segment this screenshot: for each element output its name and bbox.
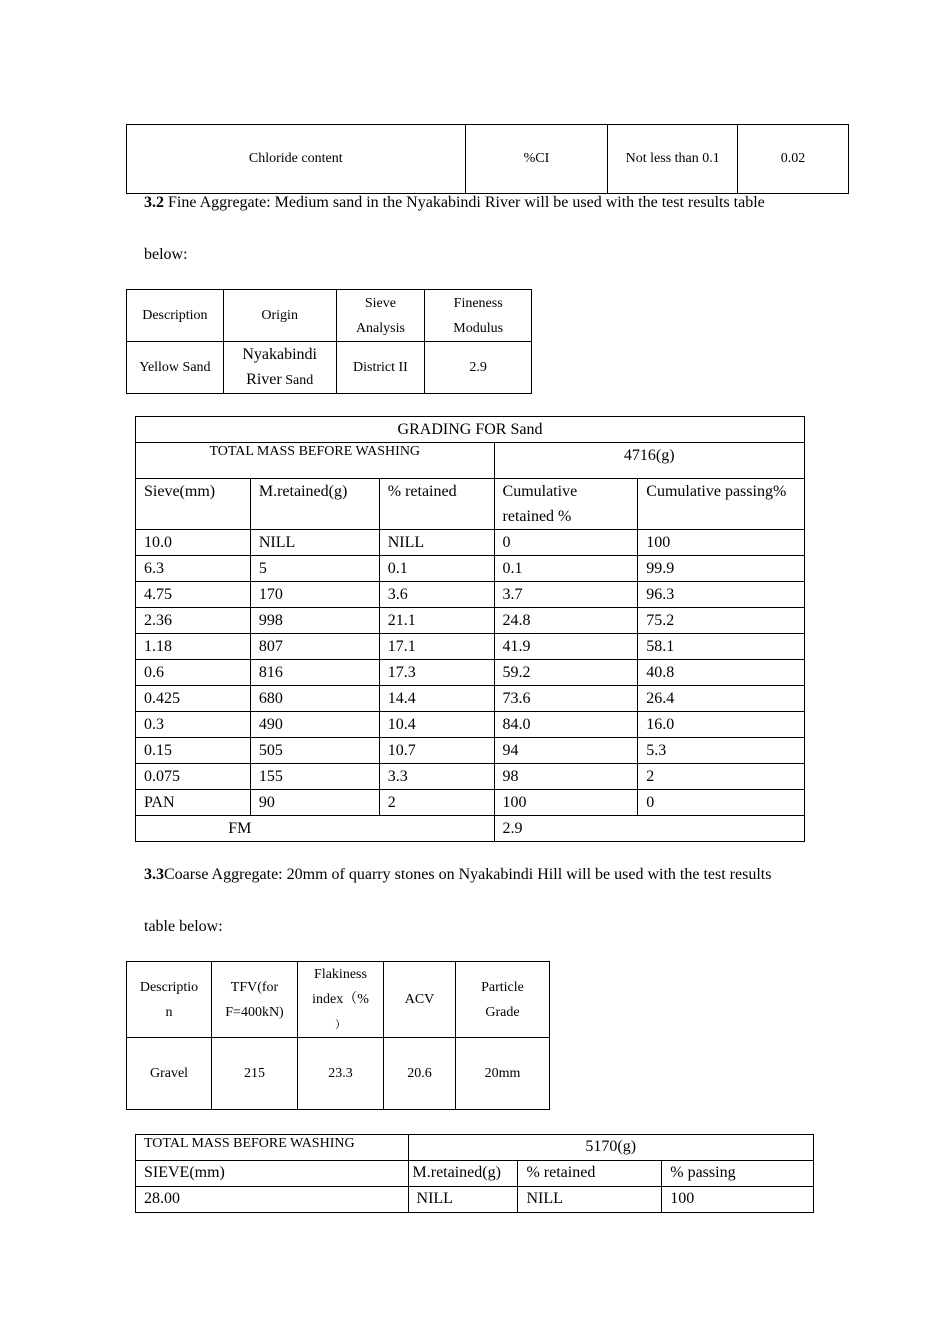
table-cell: 5.3: [638, 738, 805, 764]
table-row: [136, 608, 805, 634]
table-row: [136, 712, 805, 738]
paragraph-continuation: table below:: [144, 918, 223, 935]
table-cell: 14.4: [379, 686, 494, 712]
table-cell: 680: [250, 686, 379, 712]
header-sieve-analysis: Sieve Analysis: [336, 290, 425, 342]
table-cell: 0.1: [494, 556, 638, 582]
mass-label: TOTAL MASS BEFORE WASHING: [136, 1135, 409, 1161]
fine-aggregate-table: [126, 289, 532, 394]
table-cell: 505: [250, 738, 379, 764]
table-cell: 5: [250, 556, 379, 582]
table-cell: 100: [494, 790, 638, 816]
table-cell: 0.6: [136, 660, 251, 686]
cell-acv: 20.6: [384, 1038, 456, 1110]
header-description: Description: [127, 290, 224, 342]
cell-description: Yellow Sand: [127, 342, 224, 394]
header-mass-retained: M.retained(g): [250, 479, 379, 530]
section-number: 3.3: [144, 866, 164, 883]
table-cell: 1.18: [136, 634, 251, 660]
cell-flakiness: 23.3: [298, 1038, 384, 1110]
table-cell: 26.4: [638, 686, 805, 712]
cell-sieve: District II: [336, 342, 425, 394]
table-cell: 998: [250, 608, 379, 634]
table-cell: 98: [494, 764, 638, 790]
table-cell: 10.0: [136, 530, 251, 556]
header-cumulative-passing: Cumulative passing%: [638, 479, 805, 530]
table-cell: 0: [494, 530, 638, 556]
header-percent-passing: % passing: [662, 1161, 814, 1187]
table-cell: 10.7: [379, 738, 494, 764]
header-tfv: TFV(for F=400kN): [212, 962, 298, 1038]
chloride-table: [126, 124, 849, 194]
table-cell: 4.75: [136, 582, 251, 608]
table-cell: NILL: [408, 1187, 518, 1213]
cell-tfv: 215: [212, 1038, 298, 1110]
chloride-unit: %CI: [465, 125, 608, 194]
table-row: [136, 634, 805, 660]
paragraph-text: Coarse Aggregate: 20mm of quarry stones on Nyakabindi Hill will be used with the test results: [164, 866, 772, 883]
table-cell: 0.3: [136, 712, 251, 738]
table-cell: 99.9: [638, 556, 805, 582]
table-row: [136, 660, 805, 686]
paragraph-continuation: below:: [144, 246, 188, 263]
table-cell: 100: [638, 530, 805, 556]
cell-description: Gravel: [127, 1038, 212, 1110]
table-cell: 96.3: [638, 582, 805, 608]
section-number: 3.2: [144, 194, 164, 211]
header-mass-retained: M.retained(g): [408, 1161, 518, 1187]
fine-aggregate-paragraph: [144, 193, 765, 213]
table-cell: 28.00: [136, 1187, 409, 1213]
table-cell: 3.6: [379, 582, 494, 608]
cell-fm: 2.9: [425, 342, 532, 394]
chloride-requirement: Not less than 0.1: [608, 125, 738, 194]
table-cell: 17.1: [379, 634, 494, 660]
table-cell: 6.3: [136, 556, 251, 582]
table-cell: 100: [662, 1187, 814, 1213]
header-sieve: Sieve(mm): [136, 479, 251, 530]
table-cell: 10.4: [379, 712, 494, 738]
table-cell: 0.075: [136, 764, 251, 790]
table-cell: 0: [638, 790, 805, 816]
table-row: [136, 738, 805, 764]
table-cell: NILL: [379, 530, 494, 556]
table-cell: 816: [250, 660, 379, 686]
table-cell: 490: [250, 712, 379, 738]
cell-particle-grade: 20mm: [456, 1038, 550, 1110]
table-cell: 24.8: [494, 608, 638, 634]
table-cell: 16.0: [638, 712, 805, 738]
table-row: [136, 556, 805, 582]
chloride-label: Chloride content: [127, 125, 466, 194]
table-cell: 41.9: [494, 634, 638, 660]
sand-grading-table: [135, 416, 805, 842]
fm-label: FM: [136, 816, 495, 842]
table-cell: 0.1: [379, 556, 494, 582]
table-cell: 2: [638, 764, 805, 790]
table-row: [136, 790, 805, 816]
table-row: [136, 686, 805, 712]
table-cell: 17.3: [379, 660, 494, 686]
table-cell: 21.1: [379, 608, 494, 634]
header-sieve: SIEVE(mm): [136, 1161, 409, 1187]
table-cell: 59.2: [494, 660, 638, 686]
mass-label: TOTAL MASS BEFORE WASHING: [136, 443, 495, 479]
fm-value: 2.9: [494, 816, 804, 842]
mass-value: 5170(g): [408, 1135, 813, 1161]
chloride-value: 0.02: [738, 125, 849, 194]
table-cell: 40.8: [638, 660, 805, 686]
table-cell: NILL: [250, 530, 379, 556]
table-cell: 75.2: [638, 608, 805, 634]
header-particle-grade: Particle Grade: [456, 962, 550, 1038]
table-cell: 94: [494, 738, 638, 764]
header-description: Descriptio n: [127, 962, 212, 1038]
header-origin: Origin: [223, 290, 336, 342]
table-cell: 90: [250, 790, 379, 816]
table-cell: PAN: [136, 790, 251, 816]
coarse-aggregate-table: [126, 961, 550, 1110]
table-cell: 0.425: [136, 686, 251, 712]
table-cell: 73.6: [494, 686, 638, 712]
table-cell: 2.36: [136, 608, 251, 634]
table-cell: 807: [250, 634, 379, 660]
table-cell: 155: [250, 764, 379, 790]
table-row: [136, 764, 805, 790]
paragraph-text: Fine Aggregate: Medium sand in the Nyakabindi River will be used with the test results table: [164, 194, 765, 211]
cell-origin: Nyakabindi River Sand: [223, 342, 336, 394]
header-cumulative-retained: Cumulative retained %: [494, 479, 638, 530]
table-cell: 2: [379, 790, 494, 816]
coarse-grading-table: [135, 1134, 814, 1213]
coarse-aggregate-paragraph: [144, 865, 771, 885]
table-cell: 84.0: [494, 712, 638, 738]
mass-value: 4716(g): [494, 443, 804, 479]
table-cell: 3.7: [494, 582, 638, 608]
header-acv: ACV: [384, 962, 456, 1038]
header-flakiness: Flakiness index（% ）: [298, 962, 384, 1038]
table-cell: 0.15: [136, 738, 251, 764]
table-row: [136, 1187, 814, 1213]
table-row: [136, 530, 805, 556]
table-cell: 58.1: [638, 634, 805, 660]
table-cell: NILL: [518, 1187, 662, 1213]
table-cell: 3.3: [379, 764, 494, 790]
header-fineness-modulus: Fineness Modulus: [425, 290, 532, 342]
header-percent-retained: % retained: [379, 479, 494, 530]
table-row: [136, 582, 805, 608]
header-percent-retained: % retained: [518, 1161, 662, 1187]
grading-title: GRADING FOR Sand: [136, 417, 805, 443]
table-cell: 170: [250, 582, 379, 608]
